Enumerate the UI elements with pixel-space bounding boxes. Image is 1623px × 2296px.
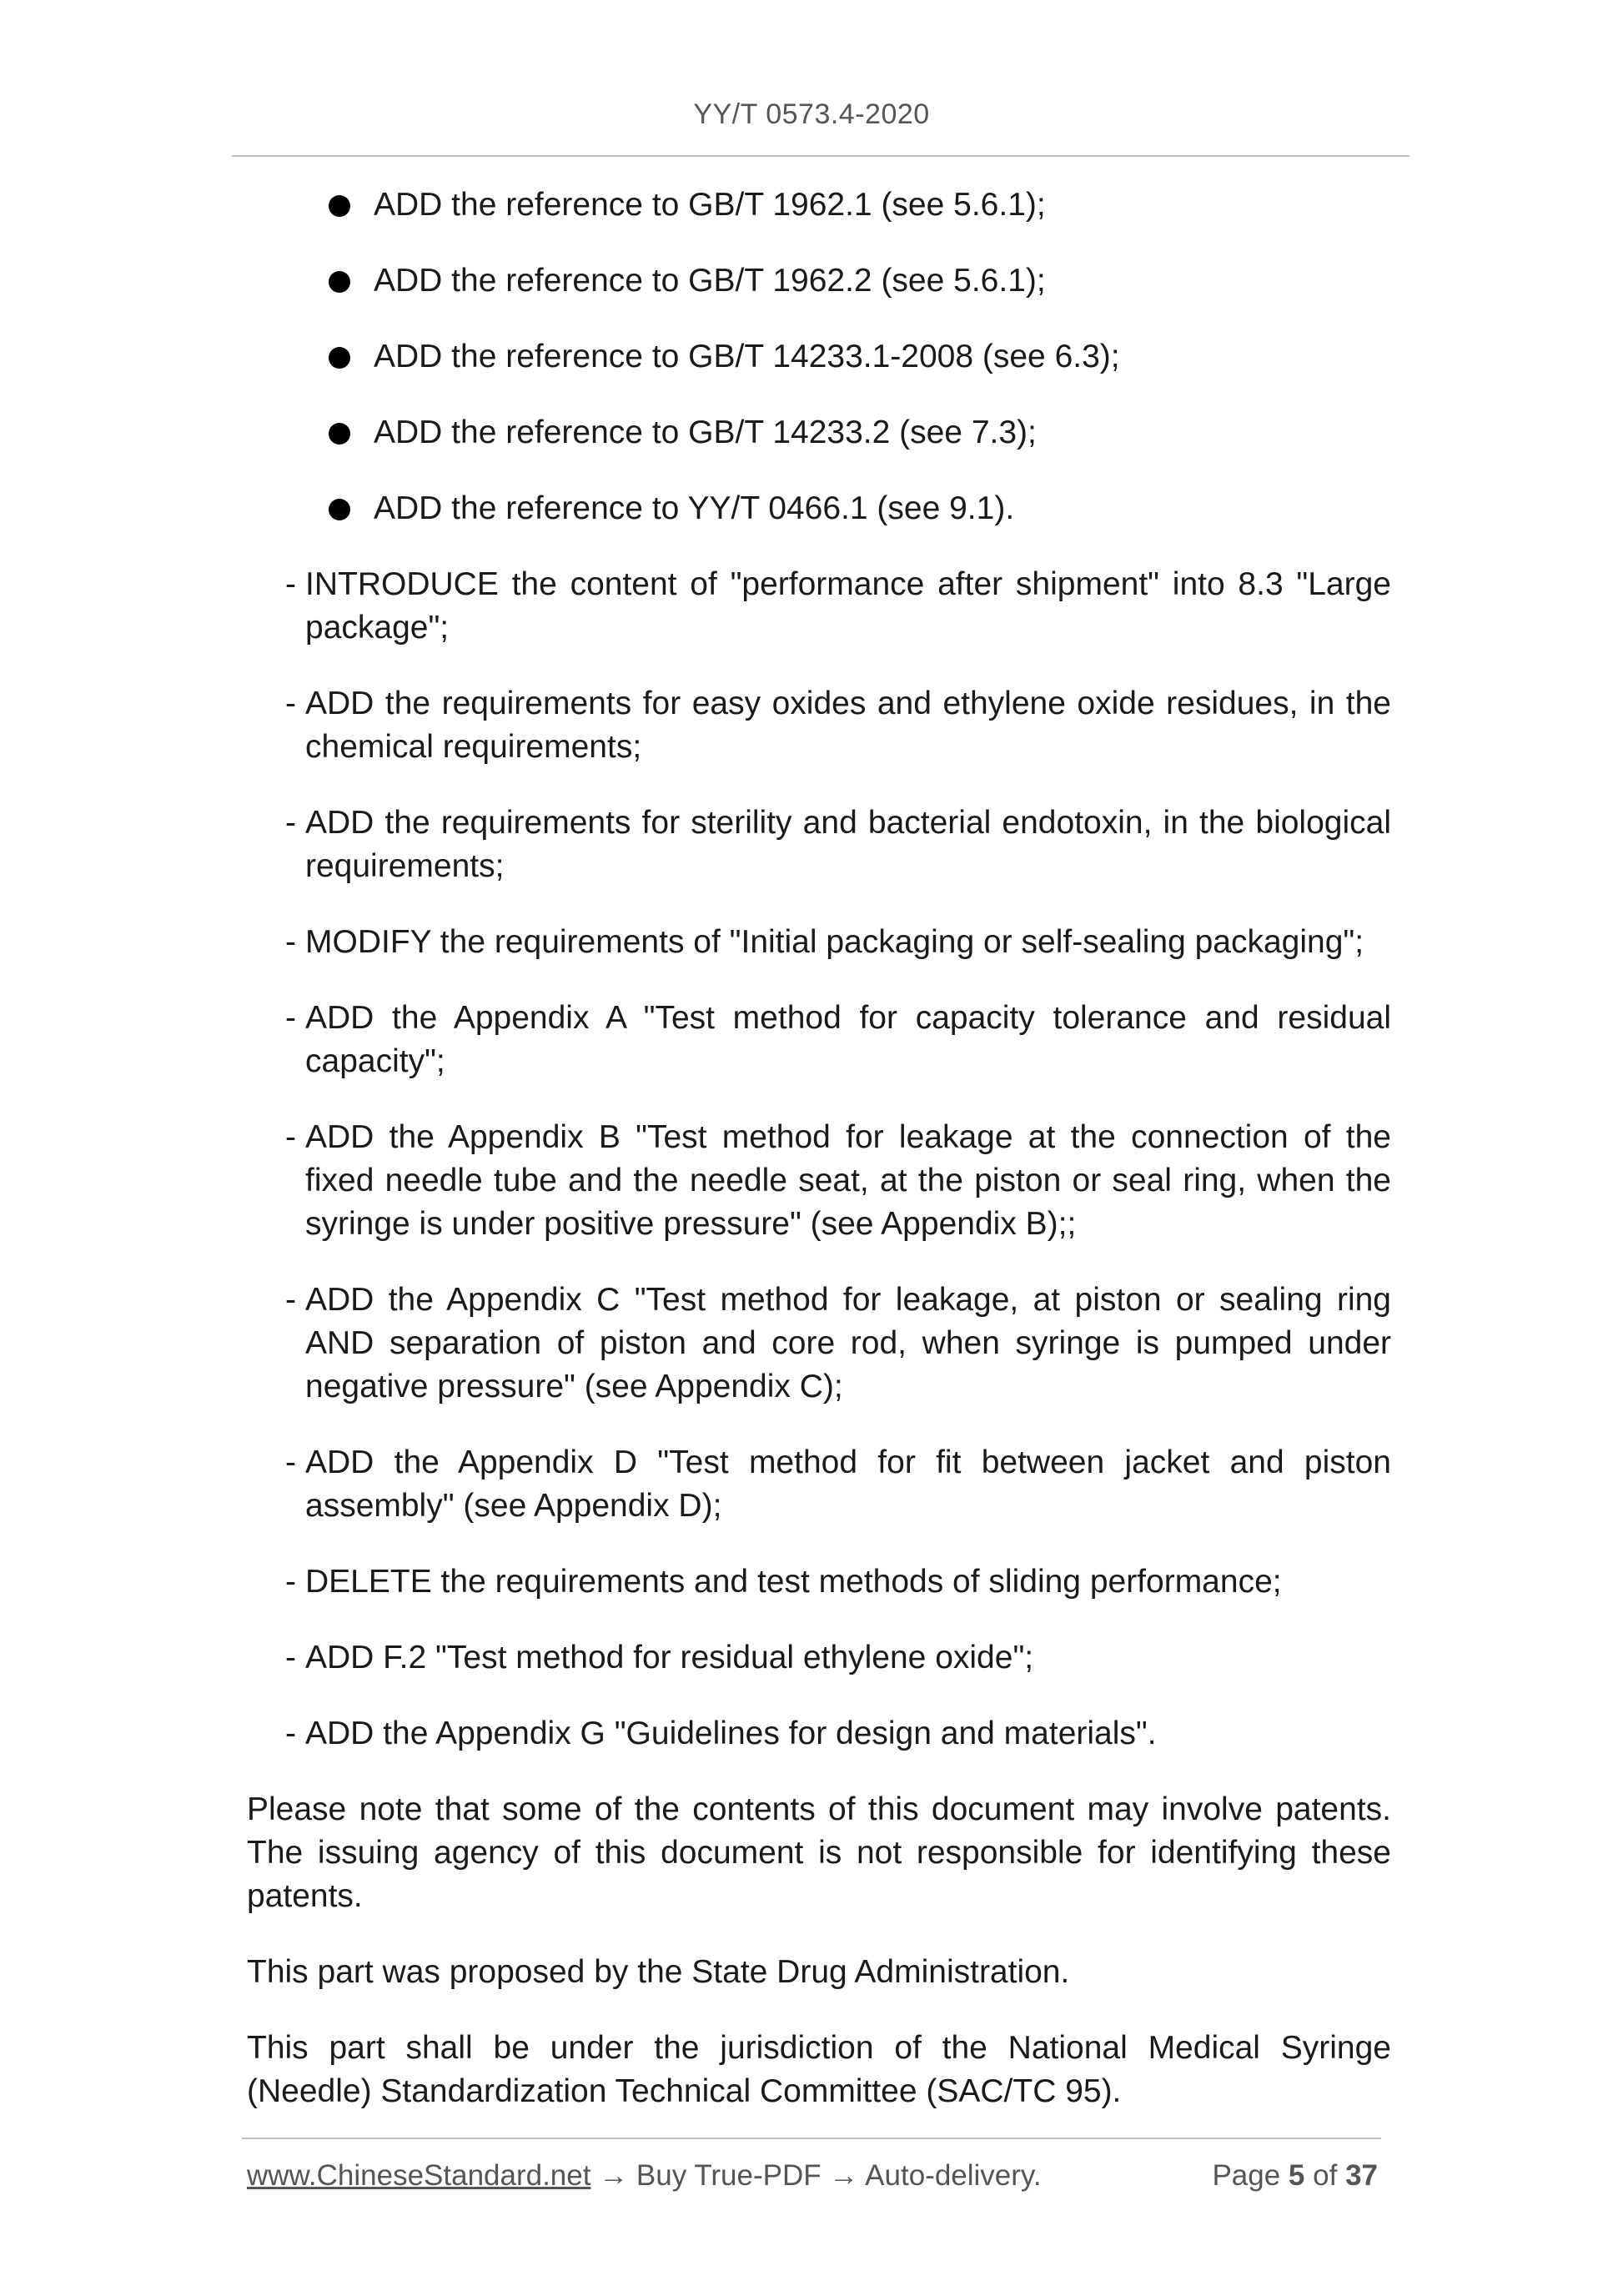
bullet-item <box>247 183 1391 227</box>
document-code-header: YY/T 0573.4-2020 <box>693 98 930 130</box>
dash-mark: - <box>285 805 296 841</box>
dash-mark: - <box>285 1119 296 1155</box>
bullet-dot-icon <box>329 271 350 293</box>
change-item <box>247 1279 1391 1409</box>
bullet-text: ADD the reference to GB/T 1962.1 (see 5.6.1); <box>374 187 1046 223</box>
change-item <box>247 563 1391 650</box>
page-current: 5 <box>1288 2159 1305 2192</box>
bullet-dot-icon <box>329 499 350 520</box>
dash-mark: - <box>285 1282 296 1318</box>
change-item <box>247 1560 1391 1604</box>
bullet-dot-icon <box>329 423 350 445</box>
bullet-dot-icon <box>329 347 350 369</box>
change-text: ADD the Appendix G "Guidelines for design and materials". <box>305 1716 1157 1751</box>
bullet-item <box>247 335 1391 379</box>
header-divider <box>232 155 1409 157</box>
proposer-paragraph: This part was proposed by the State Drug Administration. <box>247 1954 1070 1990</box>
change-item <box>247 921 1391 964</box>
change-text: ADD the Appendix A "Test method for capacity tolerance and residual capacity"; <box>305 1000 1391 1079</box>
change-text: ADD the requirements for easy oxides and ethylene oxide residues, in the chemical requirements; <box>305 686 1391 765</box>
website-link[interactable]: www.ChineseStandard.net <box>247 2159 591 2192</box>
patent-notice-paragraph: Please note that some of the contents of this document may involve patents. The issuing agency of this document is not responsible for identifying these patents. <box>247 1791 1391 1914</box>
dash-mark: - <box>285 1716 296 1751</box>
footer-left <box>247 2159 1042 2193</box>
bullet-text: ADD the reference to YY/T 0466.1 (see 9.1). <box>374 490 1015 526</box>
bullet-item <box>247 487 1391 530</box>
bullet-text: ADD the reference to GB/T 14233.2 (see 7.3); <box>374 414 1037 450</box>
bullet-item <box>247 259 1391 303</box>
dash-mark: - <box>285 566 296 602</box>
document-body <box>247 183 1391 2146</box>
change-text: INTRODUCE the content of "performance after shipment" into 8.3 "Large package"; <box>305 566 1391 646</box>
change-text: MODIFY the requirements of "Initial packaging or self-sealing packaging"; <box>305 924 1364 960</box>
change-item <box>247 1636 1391 1680</box>
dash-mark: - <box>285 924 296 960</box>
dash-mark: - <box>285 686 296 721</box>
page-number <box>1212 2159 1378 2193</box>
change-item <box>247 1116 1391 1246</box>
jurisdiction-paragraph: This part shall be under the jurisdiction of the National Medical Syringe (Needle) Standardization Technical Committee (SAC/TC 95). <box>247 2030 1391 2109</box>
footer-tagline: → Buy True-PDF → Auto-delivery. <box>590 2159 1042 2192</box>
dash-mark: - <box>285 1564 296 1600</box>
change-text: ADD the Appendix B "Test method for leakage at the connection of the fixed needle tube and the needle seat, at the piston or seal ring, when the syringe is under positive pressure" (see Appendix B);; <box>305 1119 1391 1242</box>
page-total: 37 <box>1345 2159 1378 2192</box>
dash-mark: - <box>285 1640 296 1676</box>
bullet-text: ADD the reference to GB/T 1962.2 (see 5.6.1); <box>374 263 1046 299</box>
change-text: ADD the requirements for sterility and bacterial endotoxin, in the biological requirements; <box>305 805 1391 884</box>
bullet-item <box>247 411 1391 455</box>
page-of: of <box>1313 2159 1338 2192</box>
change-item <box>247 682 1391 769</box>
bullet-dot-icon <box>329 195 350 217</box>
change-item <box>247 801 1391 888</box>
page-label: Page <box>1212 2159 1281 2192</box>
page-footer <box>247 2159 1378 2193</box>
dash-mark: - <box>285 1444 296 1480</box>
change-item <box>247 1712 1391 1756</box>
bullet-text: ADD the reference to GB/T 14233.1-2008 (see 6.3); <box>374 339 1120 374</box>
footer-divider <box>242 2138 1381 2139</box>
dash-mark: - <box>285 1000 296 1036</box>
change-text: ADD F.2 "Test method for residual ethylene oxide"; <box>305 1640 1034 1676</box>
change-text: DELETE the requirements and test methods of sliding performance; <box>305 1564 1282 1600</box>
change-item <box>247 1441 1391 1528</box>
change-item <box>247 997 1391 1083</box>
change-text: ADD the Appendix C "Test method for leakage, at piston or sealing ring AND separation of piston and core rod, when syringe is pumped under negative pressure" (see Appendix C); <box>305 1282 1391 1404</box>
change-text: ADD the Appendix D "Test method for fit between jacket and piston assembly" (see Appendix D); <box>305 1444 1391 1524</box>
